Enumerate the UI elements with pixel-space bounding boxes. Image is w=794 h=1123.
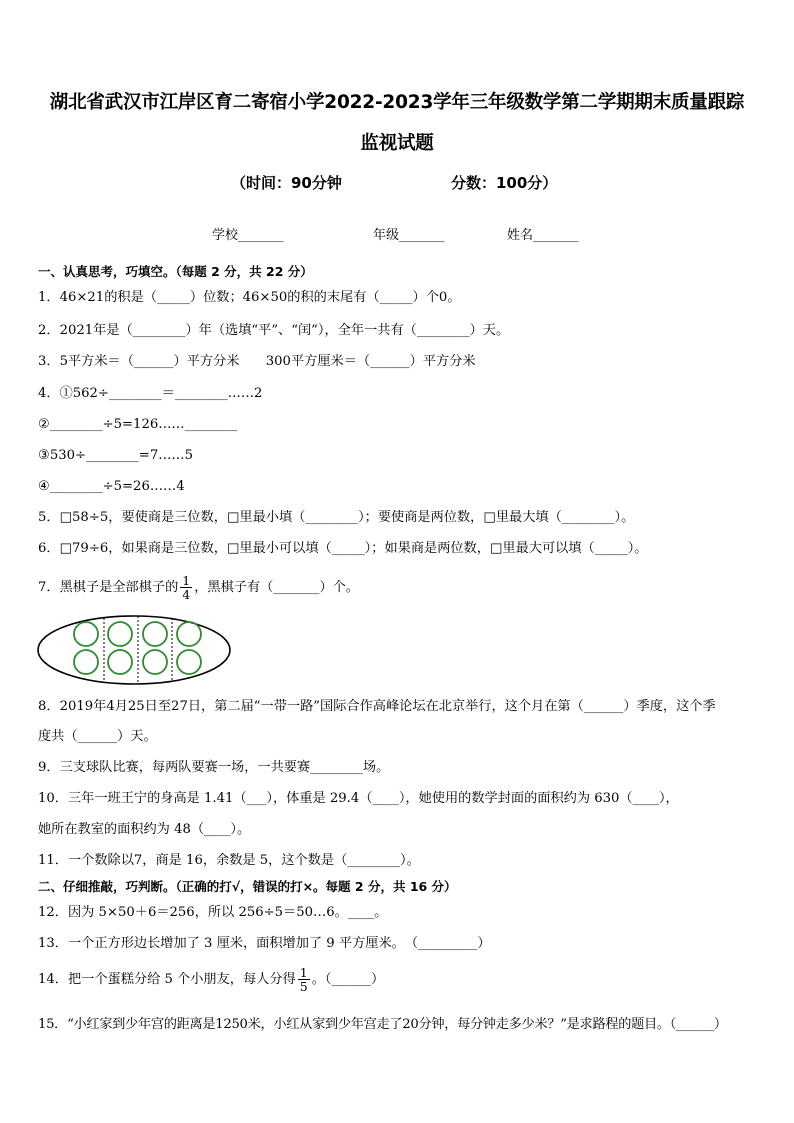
student-info [0, 224, 794, 244]
question-6: 6．□79÷6，如果商是三位数，□里最小可以填（_____）；如果商是两位数，□里最大可以填（_____）。 [38, 541, 648, 556]
fraction-denominator: 4 [182, 587, 191, 602]
grade-field: 年级_______ [373, 228, 445, 243]
question-8-line2: 度共（______）天。 [38, 729, 157, 744]
school-field: 学校_______ [212, 228, 284, 243]
question-11: 11．一个数除以7，商是 16，余数是 5，这个数是（________）。 [38, 853, 420, 868]
section2-heading: 二、仔细推敲，巧判断。（正确的打√，错误的打×。每题 2 分，共 16 分） [38, 879, 457, 894]
question-4a: 4．①562÷________＝________……2 [38, 386, 263, 401]
exam-meta [0, 172, 794, 194]
question-7-text-after: ，黑棋子有（_______）个。 [194, 580, 360, 595]
question-4d: ④________÷5=26……4 [38, 479, 185, 494]
question-14 [38, 962, 768, 998]
question-9: 9．三支球队比赛，每两队要赛一场，一共要赛________场。 [38, 760, 390, 775]
question-15: 15．“小红家到少年宫的距离是1250米，小红从家到少年宫走了20分钟，每分钟走多少米？”是求路程的题目。（______） [38, 1017, 727, 1032]
chess-piece [108, 650, 132, 674]
question-4c: ③530÷________=7……5 [38, 448, 193, 463]
fraction-numerator: 1 [299, 965, 308, 980]
fraction-denominator: 5 [299, 979, 308, 994]
exam-title-line1: 湖北省武汉市江岸区育二寄宿小学2022-2023学年三年级数学第二学期期末质量跟踪 [49, 92, 745, 113]
exam-title-line2: 监视试题 [360, 133, 434, 154]
question-2: 2．2021年是（________）年（选填“平”、“闰”），全年一共有（________）天。 [38, 323, 510, 338]
chess-piece [143, 650, 167, 674]
chess-pieces-figure [36, 612, 236, 688]
section1-heading: 一、认真思考，巧填空。（每题 2 分，共 22 分） [38, 264, 313, 279]
fraction-one-quarter [180, 574, 192, 601]
tray-outline [38, 616, 230, 684]
question-7 [38, 570, 768, 606]
question-3: 3．5平方米＝（______）平方分米 300平方厘米＝（______）平方分米 [38, 354, 476, 369]
chess-piece [74, 622, 98, 646]
question-4b: ②________÷5=126……________ [38, 417, 238, 432]
question-5: 5．□58÷5，要使商是三位数，□里最小填（________）；要使商是两位数，□里最大填（________）。 [38, 510, 635, 525]
exam-score: 分数：100分） [451, 174, 558, 192]
question-7-text-before: 7．黑棋子是全部棋子的 [38, 580, 179, 595]
question-13: 13．一个正方形边长增加了 3 厘米，面积增加了 9 平方厘米。 （_________） [38, 936, 491, 951]
question-10-line1: 10．三年一班王宁的身高是 1.41（___），体重是 29.4（____），她使用的数学封面的面积约为 630（____）， [38, 791, 679, 806]
chess-piece [74, 650, 98, 674]
question-14-text-after: 。（______） [311, 972, 385, 987]
fraction-numerator: 1 [182, 573, 191, 588]
chess-piece [143, 622, 167, 646]
question-10-line2: 她所在教室的面积约为 48（____）。 [38, 822, 251, 837]
fraction-one-fifth [298, 966, 310, 993]
chess-piece [108, 622, 132, 646]
question-1: 1．46×21的积是（_____）位数；46×50的积的末尾有（_____）个0。 [38, 290, 461, 305]
exam-time: （时间：90分钟 [231, 174, 342, 192]
chess-piece [177, 650, 201, 674]
name-field: 姓名_______ [507, 228, 579, 243]
chess-piece [177, 622, 201, 646]
question-14-text-before: 14．把一个蛋糕分给 5 个小朋友，每人分得 [38, 972, 296, 987]
question-12: 12．因为 5×50＋6＝256，所以 256÷5＝50…6。____。 [38, 905, 388, 920]
question-8-line1: 8．2019年4月25日至27日，第二届“一带一路”国际合作高峰论坛在北京举行，这个月在第（______）季度，这个季 [38, 699, 716, 714]
